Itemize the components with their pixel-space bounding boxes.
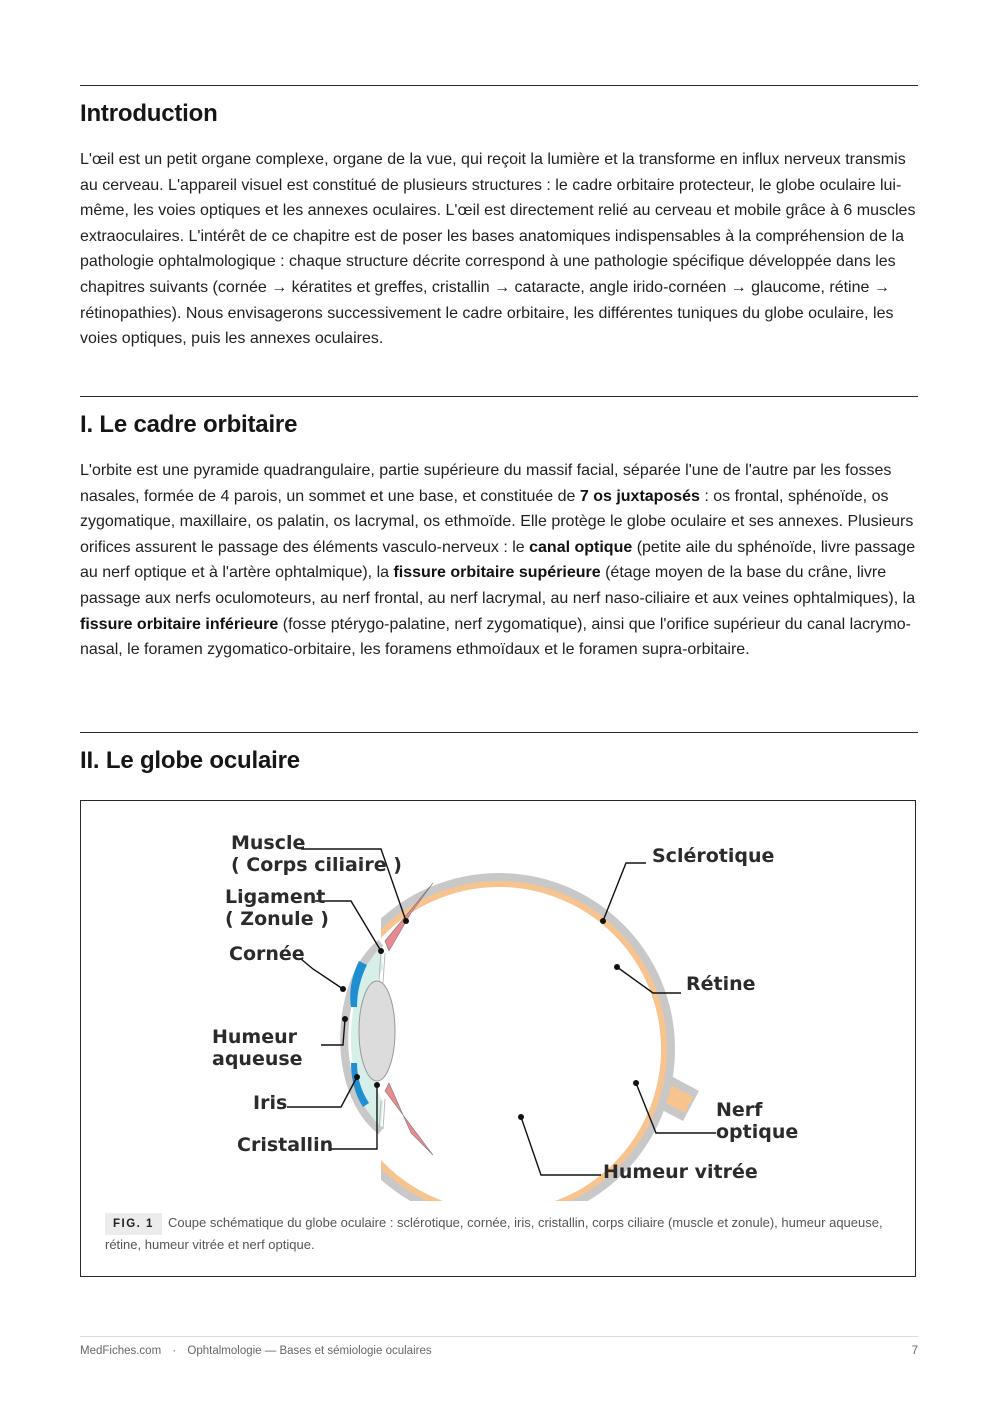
eye-diagram xyxy=(81,801,917,1201)
label-ligament: Ligament xyxy=(225,886,326,908)
footer-divider xyxy=(80,1336,918,1337)
orbit-text: L'orbite est une pyramide quadrangulaire, partie supérieure du massif facial, séparée l'une de l'autre par les fosses nasales, formée de 4 parois, un sommet et une base, et constituée de xyxy=(80,462,892,505)
orbit-text: (petite aile du sphénoïde, livre passage au nerf optique et à l'artère ophtalmique), la xyxy=(80,538,916,582)
orbit-text: (étage moyen de la base du crâne, livre passage aux nerfs oculomoteurs, au nerf frontal, au nerf lacrymal, au nerf naso-ciliaire et aux veines ophtalmiques), la xyxy=(80,564,916,607)
label-optic-nerve-2: optique xyxy=(716,1121,799,1143)
section-title-globe: II. Le globe oculaire xyxy=(80,747,300,774)
figure-caption xyxy=(105,1213,895,1255)
label-aqueous-humour: Humeur xyxy=(212,1026,298,1048)
orbit-bold-term: fissure orbitaire supérieure xyxy=(393,564,601,582)
figure-caption-text: Coupe schématique du globe oculaire : sclérotique, cornée, iris, cristallin, corps ciliaire (muscle et zonule), humeur aqueuse, rétine, humeur vitrée et nerf optique. xyxy=(105,1215,883,1252)
eye-figure xyxy=(80,800,916,1277)
intro-paragraph: L'œil est un petit organe complexe, organe de la vue, qui reçoit la lumière et la transforme en influx nerveux transmis au cerveau. L'appareil visuel est constitué de plusieurs structures : le cadre orbitaire protecteur, le globe oculaire lui-même, les voies optiques et les annexes oculaires. L'œil est directement relié au cerveau et mobile grâce à 6 muscles extraoculaires. L'intérêt de ce chapitre est de poser les bases anatomiques indispensables à la compréhension de la pathologie ophtalmologique : chaque structure décrite correspond à une pathologie spécifique développée dans les chapitres suivants (cornée → kératites et greffes, cristallin → cataracte, angle irido-cornéen → glaucome, rétine → rétinopathies). Nous envisagerons successivement le cadre orbitaire, les différentes tuniques du globe oculaire, les voies optiques, puis les annexes oculaires. xyxy=(80,151,916,348)
section-divider xyxy=(80,732,918,733)
page-footer xyxy=(80,1345,918,1357)
label-zonule: ( Zonule ) xyxy=(225,908,329,930)
orbit-paragraph xyxy=(80,458,920,663)
orbit-bold-term: fissure orbitaire inférieure xyxy=(80,615,279,633)
section-divider xyxy=(80,396,918,397)
label-aqueous-humour-2: aqueuse xyxy=(212,1048,303,1070)
section-title-orbit: I. Le cadre orbitaire xyxy=(80,411,298,438)
page-number: 7 xyxy=(911,1345,918,1357)
footer-subject: Ophtalmologie — Bases et sémiologie oculaires xyxy=(187,1345,432,1357)
label-muscle: Muscle xyxy=(231,832,306,854)
orbit-bold-term: canal optique xyxy=(529,538,633,556)
footer-site: MedFiches.com xyxy=(80,1345,162,1357)
label-lens: Cristallin xyxy=(237,1134,334,1156)
label-iris: Iris xyxy=(253,1092,288,1114)
footer-separator: · xyxy=(172,1345,177,1357)
figure-tag: FIG. 1 xyxy=(105,1213,162,1235)
label-ciliary-body: ( Corps ciliaire ) xyxy=(231,854,402,876)
label-vitreous-humour: Humeur vitrée xyxy=(603,1161,758,1183)
orbit-text: : os frontal, sphénoïde, os zygomatique, maxillaire, os palatin, os lacrymal, os ethmoïde. Elle protège le globe oculaire et ses annexes. Plusieurs orifices assurent le passage des éléments vasculo-nerveux : le xyxy=(80,487,914,556)
lens-shape xyxy=(359,981,395,1081)
label-optic-nerve: Nerf xyxy=(716,1099,763,1121)
orbit-text: (fosse ptérygo-palatine, nerf zygomatique), ainsi que l'orifice supérieur du canal lacrymo-nasal, le foramen zygomatico-orbitaire, les foramens ethmoïdaux et le foramen supra-orbitaire. xyxy=(80,615,911,659)
section-divider xyxy=(80,85,918,86)
section-title-introduction: Introduction xyxy=(80,100,218,127)
label-sclera: Sclérotique xyxy=(652,845,775,867)
label-retina: Rétine xyxy=(686,973,756,995)
orbit-bold-term: 7 os juxtaposés xyxy=(579,487,700,505)
label-cornea: Cornée xyxy=(229,943,305,965)
